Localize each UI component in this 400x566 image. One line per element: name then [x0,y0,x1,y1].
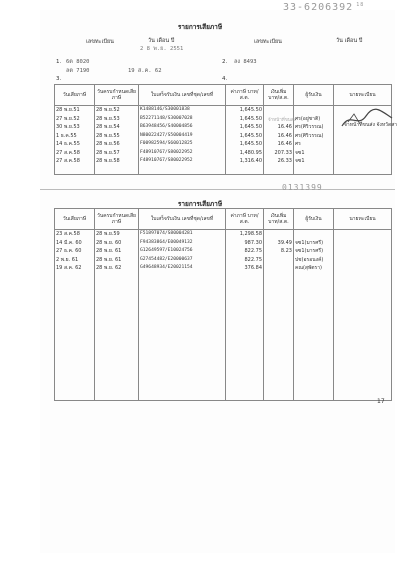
table-row [55,239,392,248]
cell-receipt [139,375,226,384]
cell-surcharge [264,264,294,273]
col-paid-date: วันเสียภาษี [55,85,95,106]
table-row [55,230,392,239]
cell-registrar [334,341,392,350]
table-row [55,349,392,358]
cell-tax: 1,298.58 [226,230,264,239]
cell-receipt [139,358,226,367]
col-receipt: ใบเสร็จรับเงิน เลขที่ชุด/เลขที่ [139,85,226,106]
cell-surcharge [264,392,294,401]
section1-title: รายการเสียภาษี [177,23,223,31]
cell-due [95,349,139,358]
table-row [55,341,392,350]
cell-receipt [139,332,226,341]
cell-paid [55,341,95,350]
cell-tax: 1,480.95 [226,149,264,158]
cell-tax [226,375,264,384]
table-row [55,383,392,392]
table-row [55,149,392,158]
cell-paid: 30 พ.ย.53 [55,123,95,132]
cell-tax: 1,645.50 [226,115,264,124]
cell-due [95,166,139,175]
table-row [55,332,392,341]
cell-paid [55,383,95,392]
cell-surcharge [264,230,294,239]
cell-tax [226,324,264,333]
table-row [55,298,392,307]
cell-paid [55,290,95,299]
cell-receipt: G49648934/E20021154 [139,264,226,273]
cell-registrar [334,166,392,175]
cell-receiver: ศร(ศิริวรรณ) [294,132,334,141]
table1-header-row [55,85,392,106]
cell-tax [226,290,264,299]
cell-tax: 1,645.50 [226,140,264,149]
cell-paid [55,392,95,401]
cell-receipt: B63948456/S40004856 [139,123,226,132]
cell-due: 28 พ.ย.56 [95,140,139,149]
cell-tax [226,366,264,375]
page-number: 17 [377,398,385,405]
col-registrar: นายทะเบียน [334,209,392,230]
cell-receiver [294,366,334,375]
table-row [55,273,392,282]
cell-receipt: K1488146/S30001838 [139,106,226,115]
cell-due [95,298,139,307]
cell-receipt [139,341,226,350]
cell-paid [55,273,95,282]
header-right-date-label: วัน เดือน ปี [336,38,363,44]
cell-tax: 822.75 [226,247,264,256]
header-right-reg-label: เลขทะเบียน [254,39,282,45]
cell-tax [226,273,264,282]
section2-title: รายการเสียภาษี [177,200,223,208]
cell-paid: 14 ธ.ค.55 [55,140,95,149]
cell-receipt: F94383864/E00049132 [139,239,226,248]
reg-2-value: ลง 8493 [234,59,257,65]
cell-surcharge: 207.33 [264,149,294,158]
cell-receipt [139,298,226,307]
cell-due: 28 พ.ย.57 [95,149,139,158]
cell-registrar [334,157,392,166]
cell-receiver [294,375,334,384]
cell-due: 28 พ.ย.59 [95,230,139,239]
cell-paid [55,166,95,175]
cell-registrar [334,290,392,299]
cell-registrar [334,375,392,384]
cell-receiver [294,273,334,282]
col-tax: ค่าภาษี บาท/ส.ต. [226,209,264,230]
serial-number: 0131399 [282,183,323,192]
cell-tax [226,298,264,307]
cell-registrar [334,132,392,141]
table2-header-row [55,209,392,230]
cell-registrar [334,273,392,282]
table-row [55,290,392,299]
cell-surcharge [264,332,294,341]
reg-4-num: 4. [222,76,228,82]
cell-surcharge: 8.23 [264,247,294,256]
cell-receipt [139,315,226,324]
cell-tax [226,166,264,175]
signature-text: จ้าหน้าที่ขนส่ง จังหวัดสา [344,122,398,128]
table-row [55,256,392,265]
cell-tax [226,392,264,401]
stamp-date: 2 8 พ.ย. 2551 [140,46,184,52]
cell-receiver [294,332,334,341]
cell-receiver: ศร(ศิริวรรณ) [294,123,334,132]
cell-receiver: จซ1 [294,157,334,166]
cell-registrar [334,298,392,307]
cell-due: 28 พ.ย.53 [95,115,139,124]
cell-due [95,290,139,299]
cell-registrar [334,324,392,333]
cell-due [95,332,139,341]
cell-receiver [294,349,334,358]
reg-2-num: 2. [222,59,228,65]
cell-receiver: จซ1 [294,149,334,158]
cell-paid: 2 พ.ย. 61 [55,256,95,265]
cell-due [95,341,139,350]
cell-surcharge [264,307,294,316]
cell-paid: 19 ส.ค. 62 [55,264,95,273]
col-receiver: ผู้รับเงิน [294,85,334,106]
cell-receiver [294,166,334,175]
stamp-text: จ้าหน้าที่ขนส่ง [268,118,296,123]
cell-receipt [139,349,226,358]
cell-registrar [334,247,392,256]
cell-tax [226,307,264,316]
cell-receipt: F51897074/S80004281 [139,230,226,239]
cell-registrar [334,239,392,248]
cell-receiver: จซ1(มารศรี) [294,239,334,248]
cell-registrar [334,358,392,367]
cell-due [95,281,139,290]
cell-receipt: F48910767/S80022952 [139,157,226,166]
cell-registrar [334,366,392,375]
cell-tax: 1,645.50 [226,123,264,132]
cell-receiver [294,230,334,239]
cell-due: 28 พ.ย. 60 [95,239,139,248]
cell-due [95,307,139,316]
cell-receiver [294,281,334,290]
cell-due [95,375,139,384]
cell-due: 28 พ.ย. 62 [95,264,139,273]
cell-surcharge [264,375,294,384]
cell-registrar [334,281,392,290]
cell-receipt: G12649597/E10024756 [139,247,226,256]
cell-receipt [139,392,226,401]
cell-receipt [139,166,226,175]
cell-registrar [334,383,392,392]
cell-receipt [139,383,226,392]
cell-receiver: จซ1(มารศรี) [294,247,334,256]
cell-paid: 27 ธ.ค. 60 [55,247,95,256]
cell-due: 28 พ.ย.52 [95,106,139,115]
cell-paid [55,315,95,324]
cell-tax: 987.30 [226,239,264,248]
cell-receipt [139,366,226,375]
cell-surcharge [264,383,294,392]
cell-surcharge [264,341,294,350]
cell-tax: 1,645.50 [226,106,264,115]
table-row [55,324,392,333]
cell-receipt [139,324,226,333]
table-row [55,264,392,273]
cell-paid [55,349,95,358]
header-left-reg-label: เลขทะเบียน [86,39,114,45]
table-row [55,375,392,384]
cell-registrar [334,332,392,341]
cell-receipt [139,281,226,290]
cell-receiver [294,341,334,350]
cell-surcharge: 16.46 [264,123,294,132]
reg-3-num: 3. [56,76,62,82]
cell-receiver [294,392,334,401]
cell-surcharge [264,281,294,290]
cell-due [95,324,139,333]
cell-paid: 14 มี.ค. 60 [55,239,95,248]
cell-tax: 1,316.40 [226,157,264,166]
cell-paid [55,298,95,307]
cell-surcharge: 39.49 [264,239,294,248]
cell-surcharge [264,290,294,299]
cell-receipt: F48910767/S80022952 [139,149,226,158]
cell-tax [226,383,264,392]
cell-receipt: G27454482/E20000637 [139,256,226,265]
cell-due: 28 พ.ย.54 [95,123,139,132]
cell-due [95,358,139,367]
cell-receipt [139,307,226,316]
cell-surcharge: 16.46 [264,140,294,149]
cell-tax: 822.75 [226,256,264,265]
reference-number: 33-6206392 $^{18}$ [283,2,365,13]
cell-registrar [334,315,392,324]
col-tax: ค่าภาษี บาท/ส.ต. [226,85,264,106]
cell-surcharge [264,324,294,333]
cell-paid: 27 พ.ย.52 [55,115,95,124]
table-row [55,140,392,149]
reg-extra-date: 19 ส.ค. 62 [128,68,162,74]
cell-paid [55,324,95,333]
cell-surcharge: 26.33 [264,157,294,166]
cell-tax: 1,645.50 [226,132,264,141]
reg-1-num: 1. [56,59,62,65]
signature-scribble-icon [340,108,398,130]
cell-due [95,366,139,375]
cell-paid [55,332,95,341]
col-surcharge: เงินเพิ่ม บาท/ส.ต. [264,209,294,230]
cell-registrar [334,149,392,158]
cell-due [95,383,139,392]
table-row [55,358,392,367]
cell-receiver [294,106,334,115]
cell-receiver [294,324,334,333]
cell-tax [226,281,264,290]
cell-surcharge: 16.46 [264,132,294,141]
cell-receiver [294,290,334,299]
tax-table-2 [54,208,392,401]
cell-registrar [334,307,392,316]
table-row [55,247,392,256]
cell-surcharge [264,315,294,324]
table-row [55,132,392,141]
cell-receiver: ปช(อรอนงค์) [294,256,334,265]
cell-receiver [294,307,334,316]
cell-surcharge [264,349,294,358]
cell-tax [226,332,264,341]
cell-tax [226,349,264,358]
cell-tax [226,315,264,324]
col-paid-date: วันเสียภาษี [55,209,95,230]
table-row [55,366,392,375]
cell-receiver: คณ(สุพัตรา) [294,264,334,273]
cell-paid [55,358,95,367]
cell-paid [55,281,95,290]
cell-receipt: N80022427/S50004419 [139,132,226,141]
cell-registrar [334,230,392,239]
table-row [55,281,392,290]
cell-surcharge [264,256,294,265]
cell-registrar [334,349,392,358]
cell-paid: 28 พ.ย.51 [55,106,95,115]
cell-surcharge [264,358,294,367]
cell-paid: 27 ส.ค.58 [55,157,95,166]
col-surcharge: เงินเพิ่ม บาท/ส.ต. [264,85,294,106]
cell-tax [226,341,264,350]
cell-paid [55,375,95,384]
col-due-date: วันครบกำหนดเสียภาษี [95,209,139,230]
cell-due: 28 พ.ย.58 [95,157,139,166]
cell-surcharge [264,106,294,115]
cell-registrar [334,140,392,149]
cell-receiver [294,315,334,324]
cell-receiver [294,358,334,367]
cell-surcharge [264,273,294,282]
cell-tax: 376.84 [226,264,264,273]
header-left-date-label: วัน เดือน ปี [148,38,175,44]
cell-due [95,315,139,324]
cell-receipt [139,290,226,299]
cell-receiver [294,383,334,392]
cell-registrar [334,264,392,273]
cell-receipt: F00982594/S60012825 [139,140,226,149]
cell-receiver: ศร(อยู่ชาติ) [294,115,334,124]
cell-paid: 1 ธ.ค.55 [55,132,95,141]
cell-due: 28 พ.ย. 61 [95,256,139,265]
cell-receiver: ศร [294,140,334,149]
col-receiver: ผู้รับเงิน [294,209,334,230]
cell-due [95,273,139,282]
reg-1-value: 6ต 8020 [66,59,90,65]
col-receipt: ใบเสร็จรับเงิน เลขที่ชุด/เลขที่ [139,209,226,230]
cell-due: 28 พ.ย. 61 [95,247,139,256]
reg-extra-value: ลต 7190 [66,68,90,74]
table-row [55,307,392,316]
cell-due [95,392,139,401]
cell-surcharge [264,366,294,375]
cell-due: 28 พ.ย.55 [95,132,139,141]
cell-surcharge [264,298,294,307]
cell-surcharge [264,166,294,175]
cell-paid: 23 ส.ค.58 [55,230,95,239]
col-due-date: วันครบกำหนดเสียภาษี [95,85,139,106]
cell-receipt: B52271148/S30007028 [139,115,226,124]
cell-tax [226,358,264,367]
cell-paid [55,366,95,375]
table-row [55,392,392,401]
cell-registrar [334,256,392,265]
cell-receiver [294,298,334,307]
cell-paid: 27 ส.ค.58 [55,149,95,158]
table-row [55,315,392,324]
table-row [55,166,392,175]
table-row [55,157,392,166]
page-fold-line [40,189,395,190]
cell-paid [55,307,95,316]
col-registrar: นายทะเบียน [334,85,392,106]
cell-receipt [139,273,226,282]
